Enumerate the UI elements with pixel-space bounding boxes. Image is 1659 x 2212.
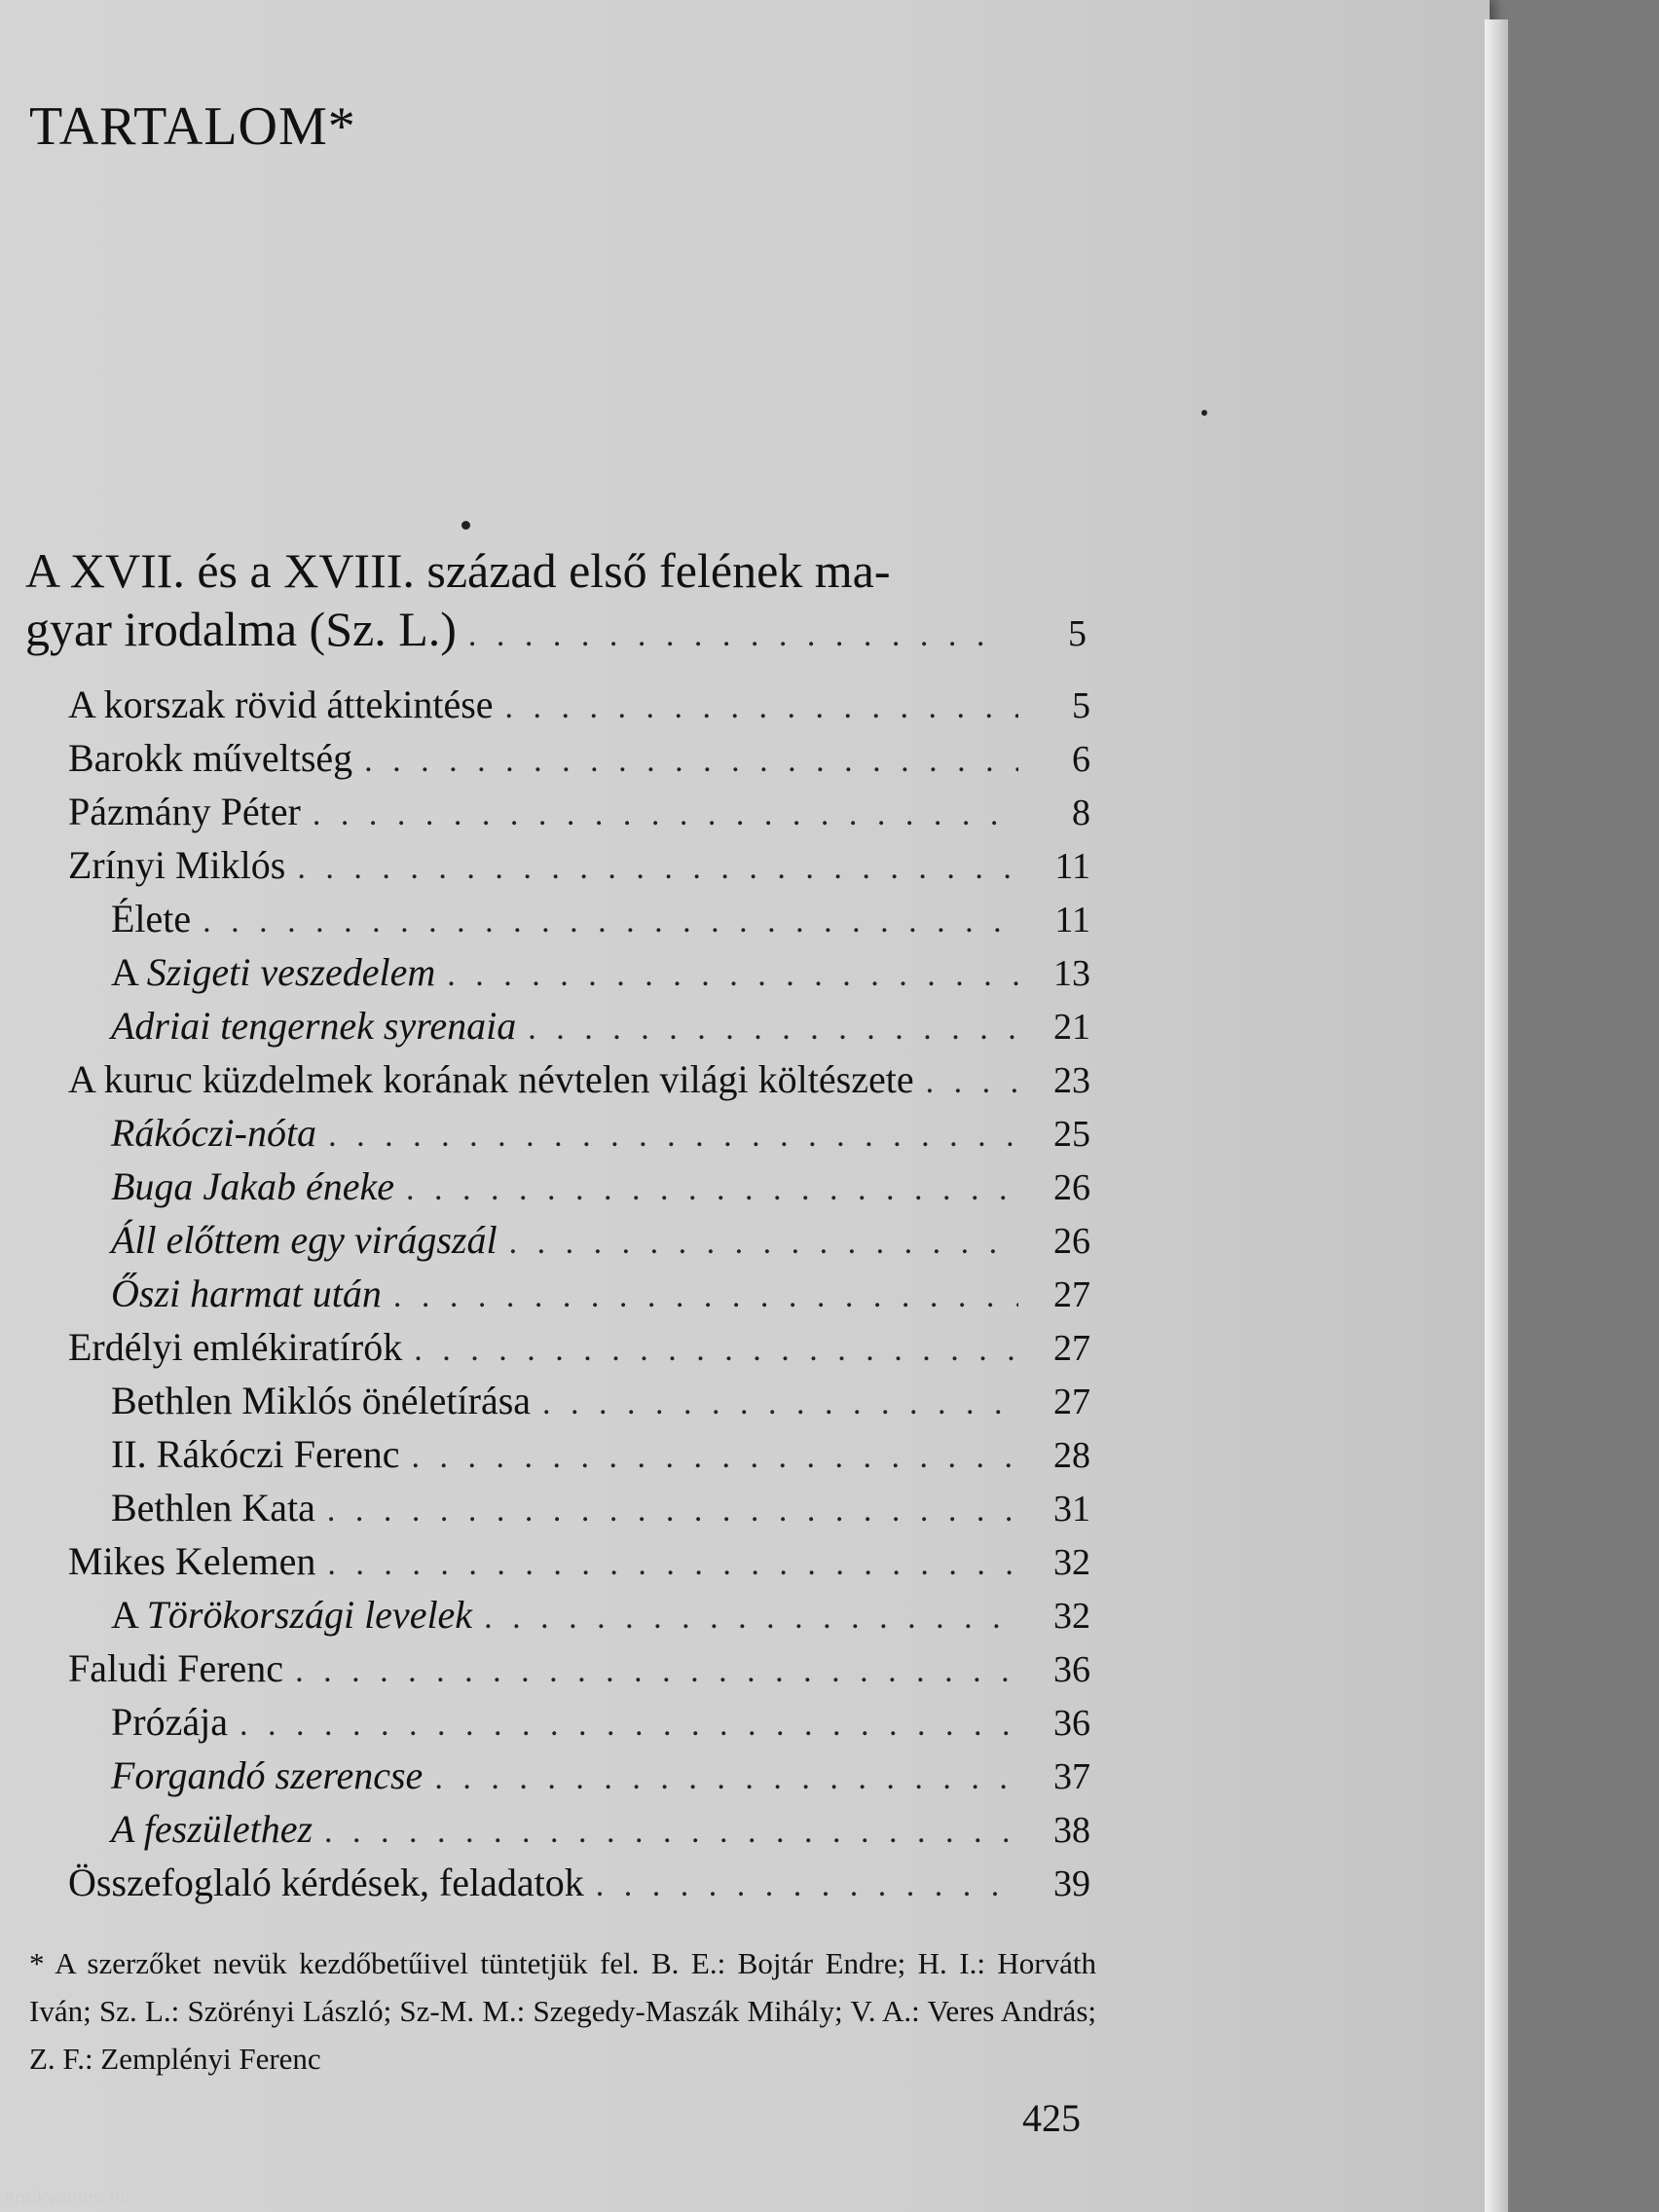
toc-entry — [68, 1271, 1090, 1324]
toc-entry-title — [68, 1538, 315, 1584]
toc-entry-page-number: 27 — [1053, 1382, 1090, 1422]
toc-entry-page-number: 27 — [1053, 1274, 1090, 1315]
toc-entry-page-number: 5 — [1072, 685, 1090, 726]
toc-entry — [68, 1860, 1090, 1913]
bleed-through-text — [818, 117, 827, 179]
toc-entry-page-number: 13 — [1053, 953, 1090, 994]
leader-dots — [412, 1439, 1018, 1476]
leader-dots — [364, 743, 1018, 780]
toc-entry — [68, 1485, 1090, 1538]
toc-entry-title-text: Élete — [111, 897, 192, 940]
toc-entry — [68, 1003, 1090, 1056]
toc-entry-title — [68, 1645, 283, 1691]
toc-entry-page-number: 11 — [1054, 900, 1090, 940]
toc-entry-title — [68, 1752, 423, 1798]
leader-dots — [484, 1600, 1018, 1637]
toc-entry-title-italic: Szigeti veszedelem — [146, 950, 436, 994]
toc-entry — [68, 1699, 1090, 1752]
toc-entry-title — [68, 1378, 531, 1423]
toc-entry-title — [68, 1163, 394, 1209]
leader-dots — [505, 689, 1018, 726]
section-page-number: 5 — [1068, 613, 1087, 654]
toc-entry-title-text: Bethlen Miklós önéletírása — [111, 1379, 532, 1422]
toc-entry — [68, 735, 1090, 789]
toc-entry — [68, 1378, 1090, 1431]
leader-dots — [414, 1332, 1018, 1369]
toc-entry-title-italic: Adriai tengernek syrenaia — [111, 1004, 517, 1048]
toc-entry-page-number: 32 — [1053, 1596, 1090, 1637]
leader-dots — [542, 1385, 1018, 1422]
toc-entry-title-text: A — [111, 1593, 147, 1637]
section-heading-text: gyar irodalma (Sz. L.) — [25, 602, 457, 656]
toc-entry — [68, 949, 1090, 1003]
toc-entry — [68, 1538, 1090, 1592]
toc-entry-title-italic: Buga Jakab éneke — [111, 1164, 394, 1208]
leader-dots — [468, 607, 1005, 665]
toc-entry-page-number: 36 — [1053, 1649, 1090, 1690]
leader-dots — [328, 1118, 1018, 1155]
toc-entry-page-number: 26 — [1053, 1167, 1090, 1208]
toc-entry-page-number: 8 — [1072, 793, 1090, 833]
toc-entry-page-number: 11 — [1054, 846, 1090, 887]
leader-dots — [926, 1064, 1018, 1101]
toc-entry-page-number: 23 — [1053, 1060, 1090, 1101]
toc-section-heading — [25, 541, 1087, 665]
toc-entry-title — [68, 1217, 498, 1263]
section-heading-line-2 — [25, 600, 1087, 665]
toc-entry-title-text: Mikes Kelemen — [68, 1539, 316, 1583]
toc-entry — [68, 1645, 1090, 1699]
toc-entry — [68, 682, 1090, 735]
toc-entry-page-number: 28 — [1053, 1435, 1090, 1476]
table-of-contents — [68, 682, 1090, 1913]
leader-dots — [313, 796, 1018, 833]
toc-entry-title — [68, 896, 191, 941]
toc-entry-title-text: A kuruc küzdelmek korának névtelen világi költészete — [68, 1057, 914, 1101]
toc-entry-title-text: Zrínyi Miklós — [68, 843, 286, 887]
toc-entry-page-number: 6 — [1072, 739, 1090, 780]
toc-entry-title-italic: Forgandó szerencse — [111, 1753, 424, 1797]
toc-entry-title — [68, 1592, 472, 1638]
toc-entry-title-text: Barokk műveltség — [68, 736, 353, 780]
leader-dots — [596, 1867, 1018, 1904]
toc-entry-title — [68, 1003, 516, 1049]
toc-entry-title-text: Bethlen Kata — [111, 1486, 315, 1530]
leader-dots — [528, 1011, 1018, 1048]
toc-entry-title-text: Prózája — [111, 1700, 228, 1744]
toc-entry-title-text: II. Rákóczi Ferenc — [111, 1432, 400, 1476]
toc-entry-title — [68, 789, 301, 834]
ink-speck — [461, 521, 470, 530]
toc-entry-title-text: Faludi Ferenc — [68, 1646, 284, 1690]
footnote: * A szerzőket nevük kezdőbetűivel tüntetjük fel. B. E.: Bojtár Endre; H. I.: Horváth Iván; Sz. L.: Szörényi László; Sz-M. M.: Szegedy-Maszák Mihály; V. A.: Veres András; Z. F.: Zemplényi Ferenc — [29, 1946, 1096, 2076]
toc-entry — [68, 1806, 1090, 1860]
toc-entry — [68, 1324, 1090, 1378]
leader-dots — [327, 1493, 1018, 1530]
toc-entry — [68, 896, 1090, 949]
toc-entry-title — [68, 1056, 914, 1102]
leader-dots — [295, 1653, 1018, 1690]
toc-entry — [68, 1752, 1090, 1806]
toc-entry-title-text: A — [111, 950, 147, 994]
leader-dots — [240, 1707, 1018, 1744]
toc-entry-title — [68, 1110, 316, 1156]
toc-entry-page-number: 25 — [1053, 1114, 1090, 1155]
toc-entry-title-italic: Áll előttem egy virágszál — [111, 1218, 498, 1262]
toc-entry-title — [68, 1699, 228, 1745]
leader-dots — [434, 1760, 1018, 1797]
page-title: TARTALOM* — [29, 96, 356, 157]
toc-entry-title-italic: Törökországi levelek — [146, 1593, 473, 1637]
toc-entry-page-number: 39 — [1053, 1863, 1090, 1904]
toc-entry-title — [68, 1806, 313, 1852]
page-edge — [1485, 19, 1508, 2212]
toc-entry-title-italic: A feszülethez — [111, 1807, 313, 1851]
toc-entry-page-number: 27 — [1053, 1328, 1090, 1369]
toc-entry-page-number: 37 — [1053, 1756, 1090, 1797]
leader-dots — [327, 1546, 1018, 1583]
toc-entry-title — [68, 842, 285, 888]
leader-dots — [406, 1171, 1018, 1208]
toc-entry-title — [68, 1431, 400, 1477]
toc-entry-page-number: 31 — [1053, 1489, 1090, 1530]
toc-entry — [68, 1592, 1090, 1645]
section-heading-line-1: A XVII. és a XVIII. század első felének ma- — [25, 543, 891, 598]
toc-entry-title — [68, 682, 494, 727]
toc-entry-page-number: 26 — [1053, 1221, 1090, 1262]
toc-entry — [68, 842, 1090, 896]
toc-entry-page-number: 21 — [1053, 1007, 1090, 1048]
toc-entry — [68, 1217, 1090, 1271]
toc-entry-page-number: 38 — [1053, 1810, 1090, 1851]
toc-entry-title-italic: Rákóczi-nóta — [111, 1111, 317, 1155]
toc-entry-title-text: Pázmány Péter — [68, 790, 301, 833]
leader-dots — [297, 850, 1018, 887]
leader-dots — [324, 1814, 1018, 1851]
toc-entry — [68, 1056, 1090, 1110]
toc-entry-title — [68, 1485, 315, 1530]
toc-entry-title — [68, 1324, 402, 1370]
toc-entry — [68, 789, 1090, 842]
toc-entry-title-text: A korszak rövid áttekintése — [68, 682, 494, 726]
toc-entry-title — [68, 1271, 382, 1316]
toc-entry-page-number: 36 — [1053, 1703, 1090, 1744]
toc-entry-title-text: Összefoglaló kérdések, feladatok — [68, 1861, 584, 1904]
leader-dots — [393, 1278, 1018, 1315]
toc-entry-title-text: Erdélyi emlékiratírók — [68, 1325, 403, 1369]
toc-entry — [68, 1431, 1090, 1485]
page-number: 425 — [1022, 2096, 1081, 2140]
toc-entry-title — [68, 1860, 584, 1905]
leader-dots — [203, 903, 1018, 940]
leader-dots — [447, 957, 1018, 994]
toc-entry — [68, 1110, 1090, 1163]
ink-speck — [1201, 410, 1207, 416]
toc-entry-page-number: 32 — [1053, 1542, 1090, 1583]
watermark: Antikvarium.hu — [4, 2189, 131, 2208]
toc-entry — [68, 1163, 1090, 1217]
leader-dots — [509, 1225, 1018, 1262]
toc-entry-title — [68, 949, 435, 995]
toc-entry-title-italic: Őszi harmat után — [111, 1272, 382, 1315]
toc-entry-title — [68, 735, 352, 781]
